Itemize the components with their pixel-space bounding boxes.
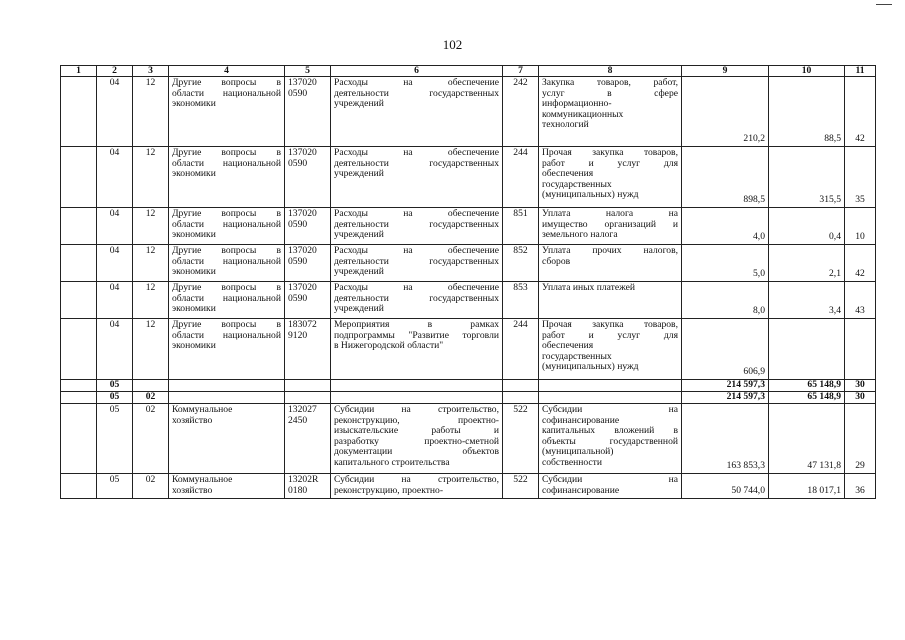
table-body (61, 77, 876, 499)
expense-name-cell (539, 147, 682, 208)
col1-cell (61, 245, 97, 282)
subsection-name-cell (169, 245, 285, 282)
table-row (61, 77, 876, 147)
target-article-cell (285, 77, 331, 147)
section-code-cell: 04 (97, 319, 133, 380)
target-article-cell (285, 245, 331, 282)
expense-type-cell: 853 (503, 282, 539, 319)
expense-name-cell-line: (муниципальных) нужд (542, 189, 639, 201)
plan-amount-cell: 163 853,3 (682, 404, 769, 474)
total-c5-cell (285, 380, 331, 392)
col1-cell (61, 282, 97, 319)
header-cell: 10 (769, 66, 845, 77)
total-c7-cell (503, 380, 539, 392)
target-article-cell (285, 319, 331, 380)
subsection-name-cell-line: экономики (172, 340, 216, 352)
target-article-cell-line: 137020 (288, 77, 317, 88)
total-c9-cell: 214 597,3 (682, 392, 769, 404)
subsection-name-cell (169, 208, 285, 245)
subsection-name-cell (169, 282, 285, 319)
expense-name-cell-line: имущество организаций и (542, 218, 678, 230)
target-article-cell (285, 208, 331, 245)
expense-name-cell-line: Субсидии на (542, 404, 678, 415)
col1-cell (61, 404, 97, 474)
target-article-cell-line: 0180 (288, 484, 308, 496)
expense-name-cell-line: (муниципальной) (542, 446, 614, 458)
total-c8-cell (539, 380, 682, 392)
target-name-cell (331, 208, 503, 245)
subsection-name-cell-line: области национальной (172, 218, 281, 230)
subsection-code-cell: 12 (133, 245, 169, 282)
total-row (61, 392, 876, 404)
expense-name-cell (539, 404, 682, 474)
subsection-code-cell: 12 (133, 282, 169, 319)
target-article-cell-line: 0590 (288, 157, 308, 169)
table-row (61, 282, 876, 319)
target-article-cell (285, 282, 331, 319)
total-c2-cell: 05 (97, 392, 133, 404)
col1-cell (61, 319, 97, 380)
table-row (61, 208, 876, 245)
expense-name-cell-line: объекты государственной (542, 435, 678, 447)
header-cell: 4 (169, 66, 285, 77)
actual-amount-cell: 47 131,8 (769, 404, 845, 474)
header-cell: 9 (682, 66, 769, 77)
subsection-name-cell (169, 77, 285, 147)
target-name-cell-line: учреждений (334, 168, 384, 180)
expense-name-cell-line: (муниципальных) нужд (542, 361, 639, 373)
corner-mark (876, 4, 892, 5)
target-name-cell-line: изыскательские работы и (334, 425, 499, 437)
percent-cell: 10 (845, 208, 876, 245)
expense-name-cell (539, 319, 682, 380)
table-row (61, 319, 876, 380)
actual-amount-cell: 3,4 (769, 282, 845, 319)
total-c5-cell (285, 392, 331, 404)
subsection-name-cell-line: Другие вопросы в (172, 282, 281, 293)
header-cell: 3 (133, 66, 169, 77)
total-c4-cell (169, 392, 285, 404)
expense-type-cell: 244 (503, 147, 539, 208)
target-name-cell-line: подпрограммы "Развитие торговли (334, 329, 499, 341)
subsection-name-cell-line: экономики (172, 229, 216, 241)
expense-name-cell-line: работ и услуг для (542, 157, 678, 169)
expense-type-cell: 522 (503, 404, 539, 474)
target-name-cell (331, 77, 503, 147)
header-cell: 5 (285, 66, 331, 77)
subsection-code-cell: 02 (133, 404, 169, 474)
expense-name-cell-line: Уплата налога на (542, 208, 678, 219)
target-article-cell (285, 147, 331, 208)
subsection-name-cell-line: области национальной (172, 157, 281, 169)
total-c1-cell (61, 392, 97, 404)
target-name-cell-line: учреждений (334, 229, 384, 241)
expense-name-cell-line: Закупка товаров, работ, (542, 77, 678, 88)
subsection-name-cell (169, 319, 285, 380)
subsection-name-cell (169, 147, 285, 208)
target-name-cell-line: Расходы на обеспечение (334, 282, 499, 293)
subsection-code-cell: 12 (133, 319, 169, 380)
subsection-name-cell-line: экономики (172, 98, 216, 110)
header-cell: 2 (97, 66, 133, 77)
expense-name-cell (539, 77, 682, 147)
target-name-cell-line: учреждений (334, 98, 384, 110)
subsection-name-cell (169, 474, 285, 499)
total-c4-cell (169, 380, 285, 392)
expense-name-cell-line: земельного налога (542, 229, 618, 241)
expense-type-cell: 522 (503, 474, 539, 499)
expense-name-cell (539, 245, 682, 282)
percent-cell: 35 (845, 147, 876, 208)
total-c10-cell: 65 148,9 (769, 380, 845, 392)
target-name-cell (331, 245, 503, 282)
target-name-cell-line: Субсидии на строительство, (334, 404, 499, 415)
total-c1-cell (61, 380, 97, 392)
table-row (61, 245, 876, 282)
target-article-cell-line: 137020 (288, 282, 317, 293)
plan-amount-cell: 210,2 (682, 77, 769, 147)
expense-name-cell-line: информационно- (542, 98, 612, 110)
subsection-code-cell: 12 (133, 147, 169, 208)
target-article-cell-line: 0590 (288, 292, 308, 304)
percent-cell: 42 (845, 245, 876, 282)
target-article-cell-line: 0590 (288, 255, 308, 267)
target-name-cell-line: Субсидии на строительство, (334, 474, 499, 485)
plan-amount-cell: 606,9 (682, 319, 769, 380)
actual-amount-cell: 0,4 (769, 208, 845, 245)
target-article-cell-line: 0590 (288, 87, 308, 99)
expense-name-cell-line: коммуникационных (542, 108, 624, 120)
percent-cell: 29 (845, 404, 876, 474)
total-c2-cell: 05 (97, 380, 133, 392)
total-c6-cell (331, 392, 503, 404)
target-article-cell-line: 137020 (288, 208, 317, 219)
actual-amount-cell: 88,5 (769, 77, 845, 147)
expense-name-cell-line: собственности (542, 456, 603, 468)
expense-name-cell-line: Уплата иных платежей (542, 282, 636, 293)
target-article-cell (285, 404, 331, 474)
subsection-name-cell-line: Другие вопросы в (172, 245, 281, 256)
subsection-code-cell: 02 (133, 474, 169, 499)
target-article-cell-line: 183072 (288, 319, 317, 330)
section-code-cell: 04 (97, 208, 133, 245)
target-name-cell-line: реконструкцию, проектно- (334, 414, 499, 426)
target-name-cell-line: деятельности государственных (334, 255, 499, 267)
col1-cell (61, 208, 97, 245)
expense-name-cell-line: государственных (542, 350, 612, 362)
subsection-code-cell: 12 (133, 208, 169, 245)
target-name-cell-line: разработку проектно-сметной (334, 435, 499, 447)
header-cell: 7 (503, 66, 539, 77)
plan-amount-cell: 898,5 (682, 147, 769, 208)
target-name-cell (331, 474, 503, 499)
subsection-name-cell-line: Коммунальное (172, 474, 233, 485)
section-code-cell: 05 (97, 474, 133, 499)
target-article-cell-line: 137020 (288, 147, 317, 158)
expense-type-cell: 851 (503, 208, 539, 245)
header-cell: 1 (61, 66, 97, 77)
total-c9-cell: 214 597,3 (682, 380, 769, 392)
target-name-cell-line: деятельности государственных (334, 292, 499, 304)
target-name-cell-line: в Нижегородской области" (334, 340, 444, 352)
table-row (61, 404, 876, 474)
target-name-cell-line: Расходы на обеспечение (334, 245, 499, 256)
expense-name-cell-line: услуг в сфере (542, 87, 678, 99)
expense-name-cell (539, 474, 682, 499)
header-cell: 8 (539, 66, 682, 77)
target-name-cell-line: документации объектов (334, 446, 499, 458)
plan-amount-cell: 4,0 (682, 208, 769, 245)
expense-name-cell-line: обеспечения (542, 168, 594, 180)
target-name-cell-line: реконструкцию, проектно- (334, 484, 444, 496)
total-row (61, 380, 876, 392)
subsection-name-cell-line: экономики (172, 303, 216, 315)
target-name-cell-line: Расходы на обеспечение (334, 147, 499, 158)
total-c7-cell (503, 392, 539, 404)
table-row (61, 147, 876, 208)
subsection-name-cell-line: Другие вопросы в (172, 208, 281, 219)
percent-cell (845, 319, 876, 380)
expense-name-cell-line: Уплата прочих налогов, (542, 245, 678, 256)
total-c3-cell (133, 380, 169, 392)
subsection-code-cell: 12 (133, 77, 169, 147)
actual-amount-cell: 2,1 (769, 245, 845, 282)
target-article-cell-line: 2450 (288, 414, 308, 426)
subsection-name-cell-line: области национальной (172, 255, 281, 267)
target-name-cell-line: учреждений (334, 303, 384, 315)
expense-type-cell: 242 (503, 77, 539, 147)
percent-cell: 43 (845, 282, 876, 319)
header-row (61, 66, 876, 77)
expense-name-cell (539, 208, 682, 245)
target-name-cell-line: деятельности государственных (334, 218, 499, 230)
section-code-cell: 04 (97, 282, 133, 319)
page-number: 102 (442, 37, 463, 52)
header-cell: 6 (331, 66, 503, 77)
expense-type-cell: 852 (503, 245, 539, 282)
target-article-cell-line: 0590 (288, 218, 308, 230)
plan-amount-cell: 5,0 (682, 245, 769, 282)
section-code-cell: 04 (97, 245, 133, 282)
expense-name-cell-line: работ и услуг для (542, 329, 678, 341)
subsection-name-cell-line: области национальной (172, 292, 281, 304)
target-name-cell-line: Мероприятия в рамках (334, 319, 499, 330)
expense-type-cell: 244 (503, 319, 539, 380)
target-name-cell-line: учреждений (334, 266, 384, 278)
expense-name-cell-line: технологий (542, 119, 589, 131)
subsection-name-cell (169, 404, 285, 474)
plan-amount-cell: 50 744,0 (682, 474, 769, 499)
actual-amount-cell (769, 319, 845, 380)
table-row (61, 474, 876, 499)
target-article-cell-line: 137020 (288, 245, 317, 256)
subsection-name-cell-line: Другие вопросы в (172, 319, 281, 330)
target-name-cell-line: капитального строительства (334, 456, 450, 468)
target-article-cell-line: 132027 (288, 404, 317, 415)
subsection-name-cell-line: Другие вопросы в (172, 147, 281, 158)
expense-name-cell-line: обеспечения (542, 340, 594, 352)
target-name-cell-line: Расходы на обеспечение (334, 77, 499, 88)
expense-name-cell-line: государственных (542, 178, 612, 190)
percent-cell: 36 (845, 474, 876, 499)
section-code-cell: 04 (97, 77, 133, 147)
budget-table (60, 65, 876, 499)
target-name-cell (331, 282, 503, 319)
target-article-cell (285, 474, 331, 499)
col1-cell (61, 77, 97, 147)
expense-name-cell-line: сборов (542, 255, 571, 267)
subsection-name-cell-line: хозяйство (172, 484, 213, 496)
actual-amount-cell: 18 017,1 (769, 474, 845, 499)
subsection-name-cell-line: области национальной (172, 329, 281, 341)
total-c6-cell (331, 380, 503, 392)
total-c10-cell: 65 148,9 (769, 392, 845, 404)
expense-name-cell-line: софинансирование (542, 414, 620, 426)
target-name-cell (331, 319, 503, 380)
target-name-cell (331, 147, 503, 208)
expense-name-cell-line: Прочая закупка товаров, (542, 319, 678, 330)
target-name-cell-line: Расходы на обеспечение (334, 208, 499, 219)
section-code-cell: 05 (97, 404, 133, 474)
expense-name-cell-line: капитальных вложений в (542, 425, 678, 437)
col1-cell (61, 474, 97, 499)
plan-amount-cell: 8,0 (682, 282, 769, 319)
target-name-cell-line: деятельности государственных (334, 157, 499, 169)
target-name-cell-line: деятельности государственных (334, 87, 499, 99)
target-article-cell-line: 9120 (288, 329, 308, 341)
total-c11-cell: 30 (845, 392, 876, 404)
total-c3-cell: 02 (133, 392, 169, 404)
total-c8-cell (539, 392, 682, 404)
actual-amount-cell: 315,5 (769, 147, 845, 208)
header-cell: 11 (845, 66, 876, 77)
target-article-cell-line: 13202R (288, 474, 319, 485)
subsection-name-cell-line: Коммунальное (172, 404, 233, 415)
expense-name-cell-line: софинансирование (542, 484, 620, 496)
target-name-cell (331, 404, 503, 474)
subsection-name-cell-line: Другие вопросы в (172, 77, 281, 88)
total-c11-cell: 30 (845, 380, 876, 392)
section-code-cell: 04 (97, 147, 133, 208)
expense-name-cell-line: Прочая закупка товаров, (542, 147, 678, 158)
subsection-name-cell-line: экономики (172, 266, 216, 278)
expense-name-cell-line: Субсидии на (542, 474, 678, 485)
subsection-name-cell-line: области национальной (172, 87, 281, 99)
subsection-name-cell-line: хозяйство (172, 414, 213, 426)
expense-name-cell (539, 282, 682, 319)
percent-cell: 42 (845, 77, 876, 147)
subsection-name-cell-line: экономики (172, 168, 216, 180)
col1-cell (61, 147, 97, 208)
